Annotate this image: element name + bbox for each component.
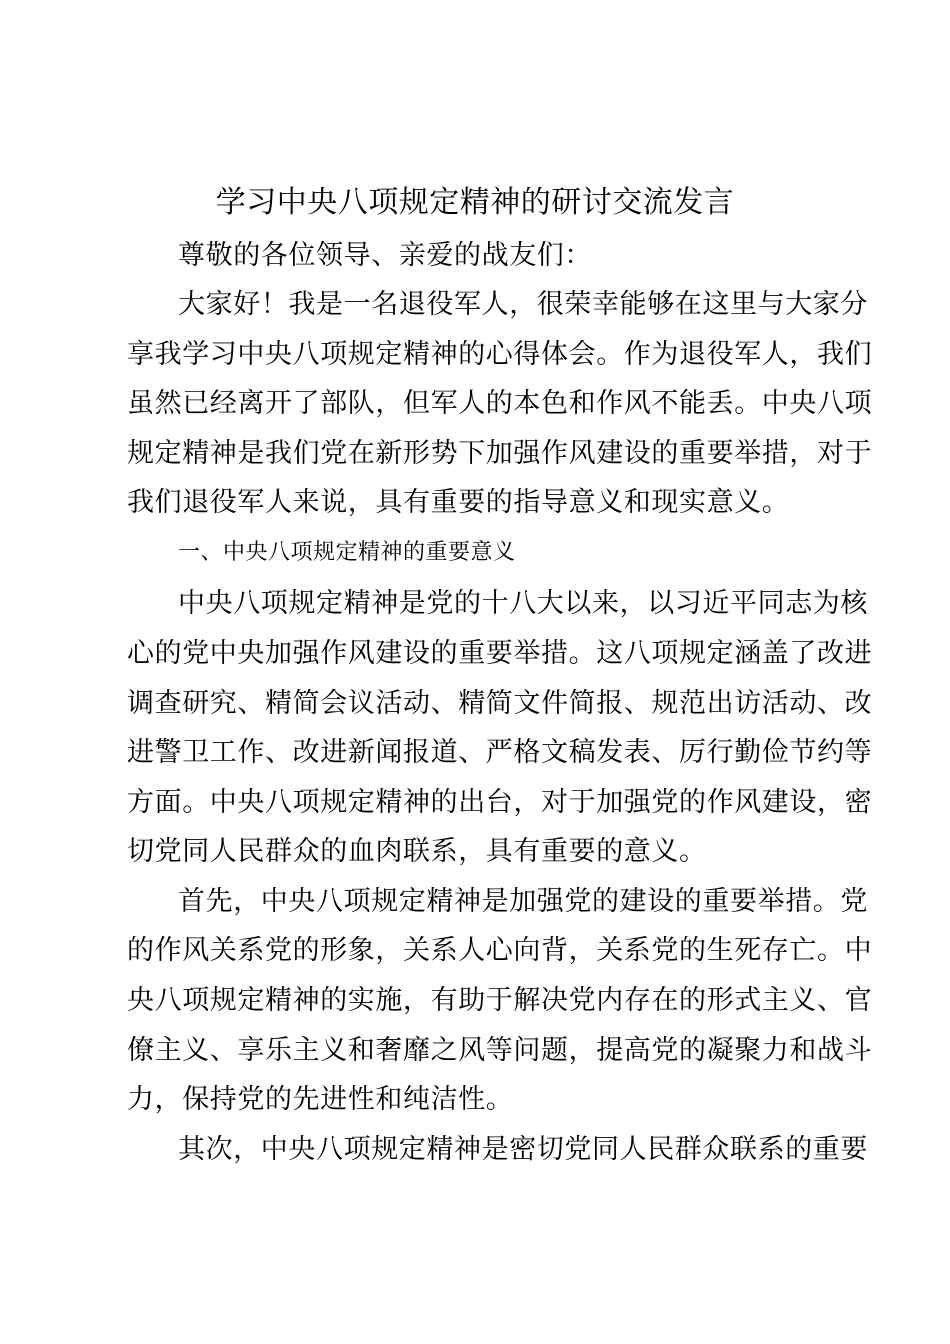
- paragraph-line: 首先，中央八项规定精神是加强党的建设的重要举措。党: [178, 886, 868, 917]
- paragraph-line: 切党同人民群众的血肉联系，具有重要的意义。: [127, 836, 707, 867]
- paragraph-line: 大家好！我是一名退役军人，很荣幸能够在这里与大家分: [178, 289, 868, 320]
- paragraph-line: 中央八项规定精神是党的十八大以来，以习近平同志为核: [178, 588, 868, 619]
- paragraph-line: 进警卫工作、改进新闻报道、严格文稿发表、厉行勤俭节约等: [127, 737, 873, 768]
- paragraph-line: 规定精神是我们党在新形势下加强作风建设的重要举措，对于: [127, 438, 873, 469]
- section-heading: 一、中央八项规定精神的重要意义: [178, 540, 516, 565]
- salutation: 尊敬的各位领导、亲爱的战友们：: [178, 240, 592, 271]
- paragraph-line: 方面。中央八项规定精神的出台，对于加强党的作风建设，密: [127, 787, 873, 818]
- paragraph-line: 力，保持党的先进性和纯洁性。: [127, 1084, 514, 1115]
- paragraph-line: 的作风关系党的形象，关系人心向背，关系党的生死存亡。中: [127, 935, 873, 966]
- paragraph-line: 我们退役军人来说，具有重要的指导意义和现实意义。: [127, 487, 790, 518]
- document-title: 学习中央八项规定精神的研讨交流发言: [215, 185, 735, 220]
- paragraph-line: 心的党中央加强作风建设的重要举措。这八项规定涵盖了改进: [127, 638, 873, 669]
- paragraph-line: 其次，中央八项规定精神是密切党同人民群众联系的重要: [178, 1134, 868, 1165]
- paragraph-line: 虽然已经离开了部队，但军人的本色和作风不能丢。中央八项: [127, 388, 873, 419]
- paragraph-line: 调查研究、精简会议活动、精简文件简报、规范出访活动、改: [127, 688, 873, 719]
- paragraph-line: 僚主义、享乐主义和奢靡之风等问题，提高党的凝聚力和战斗: [127, 1035, 873, 1066]
- paragraph-line: 央八项规定精神的实施，有助于解决党内存在的形式主义、官: [127, 985, 873, 1016]
- paragraph-line: 享我学习中央八项规定精神的心得体会。作为退役军人，我们: [127, 339, 873, 370]
